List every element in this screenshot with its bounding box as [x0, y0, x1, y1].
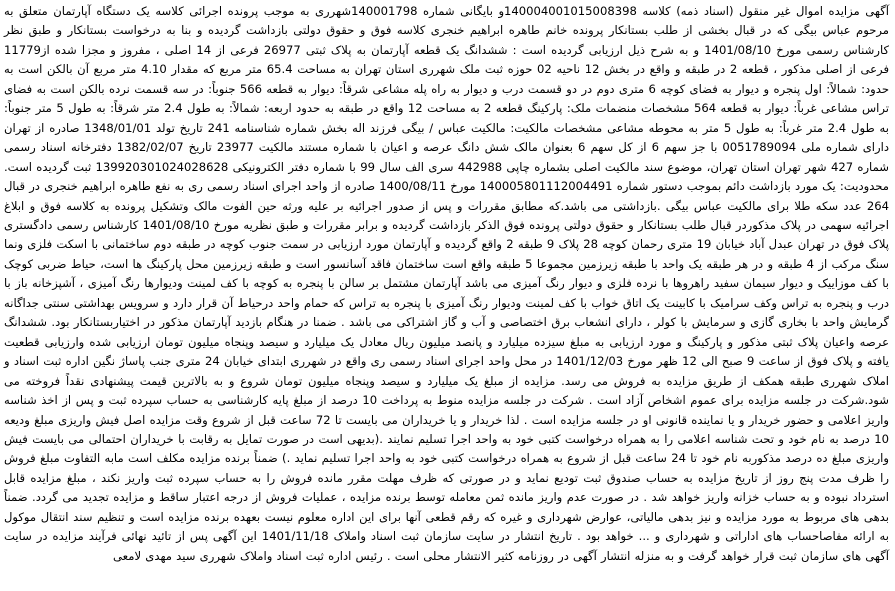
- auction-notice-text: آگهی مزایده اموال غیر منقول (اسناد ذمه) کلاسه 140004001015008398و بایگانی شماره 140001798شهرری به موجب پرونده اجرائی کلاسه یک دستگاه آپارتمان متعلق به مرحوم عباس بیگی که در قبال بخشی از طلب بستانکار پرونده خانم طاهره ابراهیم خنجری کلاسه فوق و حقوق دولتی بازداشت گردیده و بنا به درخواست بستانکار و طبق نظر کارشناس رسمی مورخ 1401/08/10 و به شرح ذیل ارزیابی گردیده است : ششدانگ یک قطعه آپارتمان به پلاک ثبتی 26977 فرعی از 14 اصلی ، مفروز و مجزا شده از11779 فرعی از اصلی مذکور ، قطعه 2 در طبقه و واقع در بخش 12 ناحیه 02 حوزه ثبت ملک شهرری استان تهران به مساحت 65.4 متر مربع که مقدار 4.10 متر مربع آن بالکن است به حدود: شمالاً: اول پنجره و دیوار به فضای کوچه 6 متری دوم در دو قسمت درب و دیوار به راه پله مشاعی شرقاً: دیوار به قطعه 566 جنوباً: در سه قسمت نرده بالکن است به فضای تراس مشاعی غرباً: دیوار به قطعه 564 مشخصات منضمات ملک: پارکینگ قطعه 2 به مساحت 12 واقع در طبقه به حدود اربعه: شمالاً: به طول 2.4 متر شرقاً: به طول 5 متر جنوباً: به طول 2.4 متر غرباً: به طول 5 متر به محوطه مشاعی مشخصات مالکیت: مالکیت عباس / بیگی فرزند اله بخش شماره شناسنامه 241 تاریخ تولد 1348/01/01 صادره از تهران دارای شماره ملی 0051789094 با جز سهم 6 از کل سهم 6 بعنوان مالک شش دانگ عرصه و اعیان با شماره مستند مالکیت 23977 تاریخ 1382/02/07 دفترخانه اسناد رسمی شماره 427 شهر تهران استان تهران، موضوع سند مالکیت اصلی بشماره چاپی 442988 سری الف سال 99 با شماره دفتر الکترونیکی 139920301024028628 ثبت گردیده است. محدودیت: یک مورد بازداشت دائم بموجب دستور شماره 140005801112004491 مورخ 1400/08/11 صادره از واحد اجرای اسناد رسمی ری به نفع طاهره ابراهیم خنجری در قبال 264 عدد سکه طلا برای مالکیت عباس بیگی .بازداشتی می باشد.که مطابق مقررات و پس از صدور اجرائیه بر علیه ورثه حین الفوت مالک وتشکیل پرونده به کلاسه فوق و ابلاغ اجرائیه سهمی در پلاک مذکوردر قبال طلب بستانکار و حقوق دولتی پرونده فوق الذکر بازداشت گردیده و برابر مقررات و طبق نظریه مورخ 1401/08/10 کارشناس رسمی دادگستری پلاک فوق در تهران عبدل آباد خیابان 19 متری رحمان کوچه 28 پلاک 9 طبقه 2 واقع گردیده و آپارتمان مورد ارزیابی در سمت جنوب کوچه در طبقه دوم ساختمانی با اسکت فلزی ونما سنگ مرکب از 4 طبقه و در هر طبقه یک واحد با طبقه زیرزمین مجموعا 5 طبقه واقع است ساختمان فاقد آسانسور است و طبقه زیرزمین محل پارکینگ ها است، حیاط ضربی کوچک با کف موزاییک و دیوار سیمان سفید راهروها با نرده فلزی و دیوار رنگ آمیزی می باشد آپارتمان مشتمل بر سالن با پنجره به کوچه با کف لمینت ودیوارها رنگ آمیزی ، آشپزخانه باز با درب و پنجره به تراس وکف سرامیک با کابینت یک اتاق خواب با کف لمینت ودیوار رنگ آمیزی با پنجره به تراس که حمام واحد درحیاط آن قرار دارد و سرویس بهداشتی سنتی جداگانه گرمایش واحد با بخاری گازی و سرمایش با کولر ، دارای انشعاب برق اختصاصی و آب و گاز اشتراکی می باشد . ضمنا در هنگام بازدید آپارتمان مذکور در اختیاربستانکار بود. ششدانگ عرصه واعیان پلاک ثبتی مذکور و پارکینگ و مورد ارزیابی به مبلغ سیزده میلیارد و پانصد میلیون ریال معادل یک میلیارد و سیصد وپنجاه میلیون تومان ارزیابی شده وارزیابی قطعیت یافته و پلاک فوق از ساعت 9 صبح الی 12 ظهر مورخ 1401/12/03 در محل واحد اجرای اسناد رسمی ری واقع در شهرری ابتدای خیابان 24 متری جنب پاساژ نگین اداره ثبت اسناد و املاک شهرری طبقه همکف از طریق مزایده به فروش می رسد. مزایده از مبلغ یک میلیارد و سیصد وپنجاه میلیون تومان شروع و به بالاترین قیمت پیشنهادی نقداً فروخته می شود.شرکت در جلسه مزایده برای عموم اشخاص آزاد است . شرکت در جلسه مزایده منوط به پرداخت 10 درصد از مبلغ پایه کارشناسی به حساب سپرده ثبت و پس از اخذ شناسه واریز اعلامی و حضور خریدار و یا نماینده قانونی او در جلسه مزایده است . لذا خریدار و یا خریداران می بایست تا 72 ساعت قبل از شروع وقت مزایده اصل فیش واریزی مبلغ ودیعه 10 درصد به نام خود و تحت شناسه اعلامی را به همراه درخواست کتبی خود به واحد اجرا تسلیم نمایند .(بدیهی است در صورت تمایل به رقابت با خریداران احتمالی می بایست فیش واریزی مبلغ ده درصد مذکوربه نام خود تا 24 ساعت قبل از شروع به همراه درخواست کتبی خود به واحد اجرا تسلیم نماید .) ضمناً برنده مزایده مکلف است مابه التفاوت مبلغ فروش را ظرف مدت پنج روز از تاریخ مزایده به حساب صندوق ثبت تودیع نماید و در صورتی که ظرف مهلت مقرر مانده فروش را به حساب سپرده ثبت واریز نکند ، مبلغ مزایده قابل استرداد نبوده و به حساب خزانه واریز خواهد شد . در صورت عدم واریز مانده ثمن معامله توسط برنده مزایده ، عملیات فروش از درجه اعتبار ساقط و مزایده تجدید می گردد. ضمناً بدهی های مربوط به مورد مزایده و نیز بدهی مالیاتی، عوارض شهرداری و غیره که رقم قطعی آنها برای این اداره معلوم نیست بعهده برنده مزایده است و تنظیم سند انتقال موکول به ارائه مفاصاحساب های اداراتی و شهرداری و ... خواهد بود . تاریخ انتشار در سایت سازمان ثبت اسناد واملاک 1401/11/18 این آگهی پس از تائید نهائی فرآیند مزایده در سایت آگهی های سازمان ثبت قرار خواهد گرفت و به منزله انتشار آگهی در روزنامه کثیر الانتشار محلی است . رئیس اداره ثبت اسناد واملاک شهرری سید مهدی لامعی: [4, 4, 890, 563]
